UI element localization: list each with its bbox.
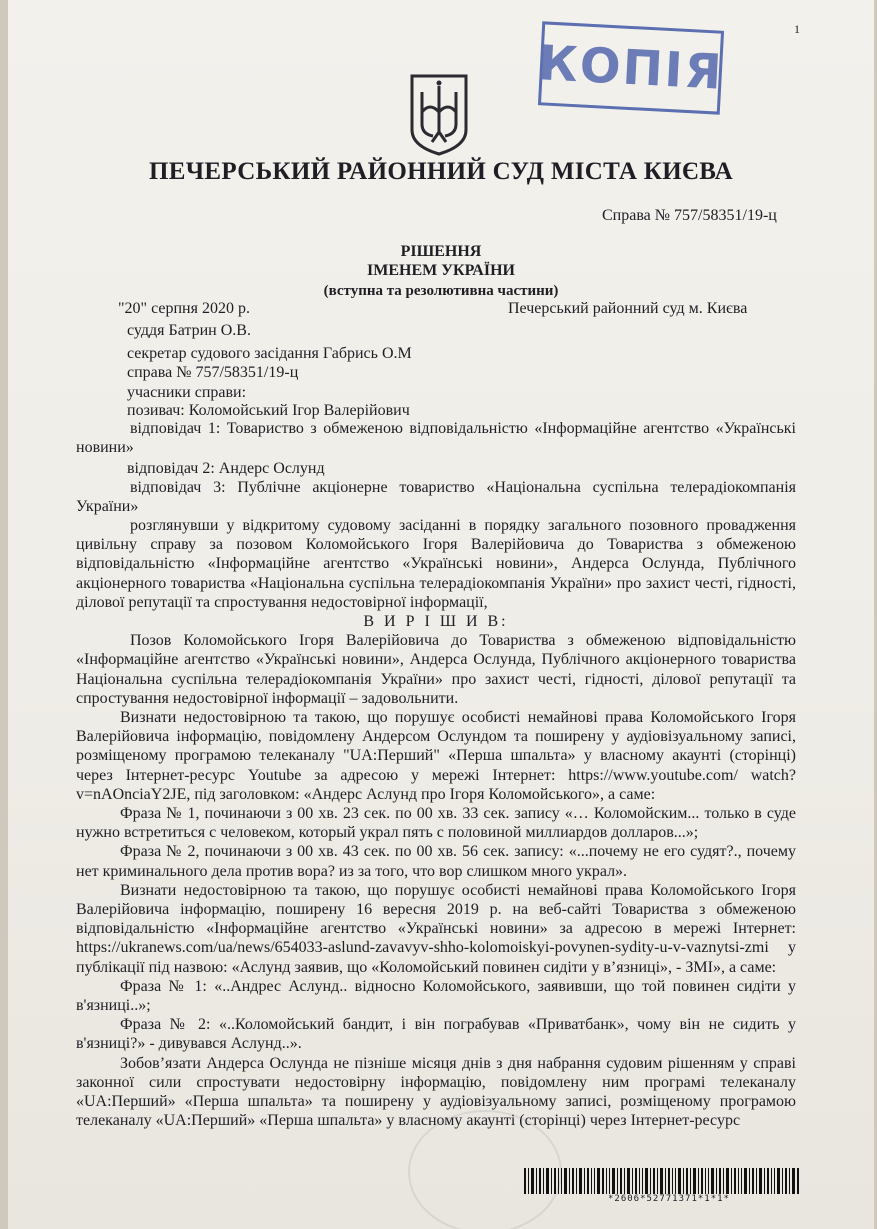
decision-date: "20" серпня 2020 р.	[118, 300, 250, 317]
defendant-3: відповідач 3: Публічне акціонерне товариство «Національна суспільна телерадіокомпанія України»	[76, 479, 796, 516]
participants-label: учасники справи:	[127, 384, 247, 401]
defendant-1: відповідач 1: Товариство з обмеженою відповідальністю «Інформаційне агентство «Українські новини»	[76, 420, 796, 457]
page-number: 1	[794, 22, 800, 36]
considered-paragraph: розглянувши у відкритому судовому засіданні в порядку загального позовного провадження цивільну справу за позовом Коломойського Ігоря Валерійовича до Товариства з обмеженою відповідальністю «Інформаційне агентство «Українські новини», Андерса Ослунда, Публічного акціонерного товариства «Національна суспільна телерадіокомпанія України» про захист честі, гідності, ділової репутації та спростування недостовірної інформації,	[76, 517, 796, 611]
document-page	[8, 0, 874, 1229]
ruling-paragraph: Позов Коломойського Ігоря Валерійовича до Товариства з обмеженою відповідальністю «Інформаційне агентство «Українські новини», Андерса Ослунда, Публічного акціонерного товариства Національна суспільна телерадіокомпанія України» про захист честі, гідності, ділової репутації та спростування недостовірної інформації – задовольнити.	[76, 632, 796, 707]
copy-stamp	[538, 21, 724, 114]
defendant-2: відповідач 2: Андерс Ослунд	[127, 460, 325, 477]
case-reference: Справа № 757/58351/19-ц	[602, 207, 777, 224]
decision-part: (вступна та резолютивна частини)	[323, 283, 559, 299]
ruling-paragraph: Визнати недостовірною та такою, що порушує особисті немайнові права Коломойського Ігоря Валерійовича інформацію, повідомлену Андерсом Ослундом та поширену у аудіовізуальному записі, розміщеному програмою телеканалу "UA:Перший" «Перша шпальта» у власному акаунті (сторінці) через Інтернет-ресурс Youtube за адресою у мережі Інтернет: https://www.youtube.com/ watch?v=nAOnciaY2JE, під заголовком: «Андерс Аслунд про Ігоря Коломойського», а саме:	[76, 709, 796, 803]
decision-place: Печерський районний суд м. Києва	[508, 300, 748, 317]
ruled-heading: В И Р І Ш И В:	[363, 613, 509, 631]
decision-subtitle: ІМЕНЕМ УКРАЇНИ	[367, 262, 515, 279]
ruling-paragraph: Визнати недостовірною та такою, що порушує особисті немайнові права Коломойського Ігоря Валерійовича інформацію, поширену 16 вересня 2019 р. на веб-сайті Товариства з обмеженою відповідальністю «Інформаційне агентство «Українські новини» за адресою в мережі Інтернет: https://ukranews.com/ua/news/654033-aslund-zavavyv-shho-kolomoiskyi-povynen-sydity-u-v-vaznytsi-zmi у публікації під назвою: «Аслунд заявив, що «Коломойський повинен сидіти у в’язниці», - ЗМІ», а саме:	[76, 881, 796, 976]
ruling-paragraph: Фраза № 1: «..Андрес Аслунд.. відносно Коломойського, заявивши, що той повинен сидіти у в'язниці..»;	[76, 977, 796, 1015]
copy-stamp-text: КОПІЯ	[537, 35, 725, 101]
judge-line: суддя Батрин О.В.	[127, 322, 251, 339]
barcode-icon	[524, 1168, 800, 1194]
court-name: ПЕЧЕРСЬКИЙ РАЙОННИЙ СУД МІСТА КИЄВА	[149, 158, 733, 185]
ruling-paragraph: Фраза № 1, починаючи з 00 хв. 23 сек. по 00 хв. 33 сек. запису «… Коломойским... только в суде нужно встретиться с человеком, который украл пять с половиной миллиардов долларов...»;	[76, 805, 796, 842]
ruling-paragraph: Фраза № 2, починаючи з 00 хв. 43 сек. по 00 хв. 56 сек. запису: «...почему не его судят?., почему нет криминального дела против вора? из за того, что вор слишком много украл».	[76, 843, 796, 880]
decision-title: РІШЕННЯ	[400, 243, 482, 260]
barcode-number: *2606*52771371*1*1*	[608, 1194, 730, 1204]
ruling-paragraph: Фраза № 2: «..Коломойський бандит, і він пограбував «Приватбанк», чому він не сидить у в'язниці?» - дивувався Аслунд..».	[76, 1016, 796, 1053]
coat-of-arms-icon	[408, 72, 470, 156]
secretary-line: секретар судового засідання Габрись О.М	[127, 345, 412, 362]
case-number-line: справа № 757/58351/19-ц	[127, 364, 299, 381]
ruling-paragraph: Зобов’язати Андерса Ослунда не пізніше місяця днів з дня набрання судовим рішенням у справі законної сили спростувати недостовірну інформацію, повідомлену ним програмі телеканалу «UA:Перший» «Перша шпальта» та поширену у аудіовізуальному записі, розміщеному програмою телеканалу «UA:Перший» «Перша шпальта» у власному акаунті (сторінці) через Інтернет-ресурс	[76, 1054, 796, 1130]
plaintiff-line: позивач: Коломойський Ігор Валерійович	[127, 402, 410, 419]
